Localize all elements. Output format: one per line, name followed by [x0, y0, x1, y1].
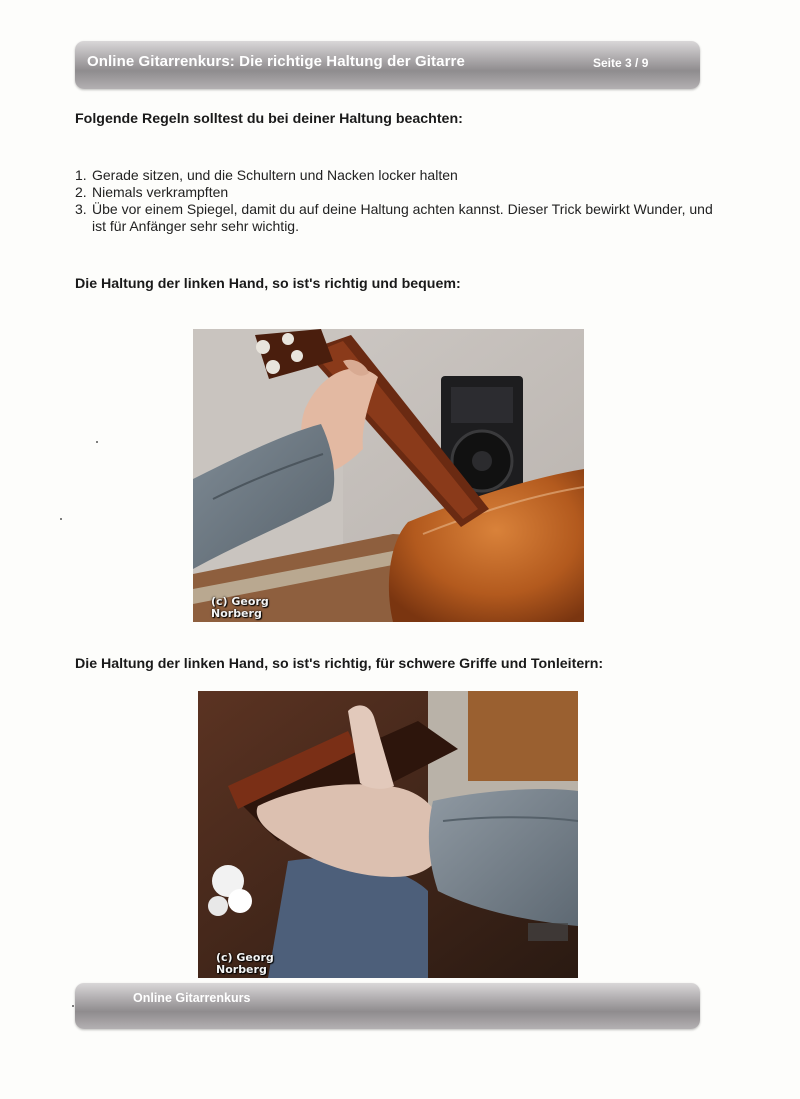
- footer-label: Online Gitarrenkurs: [133, 991, 251, 1005]
- rule-text: Übe vor einem Spiegel, damit du auf deine Haltung achten kannst. Dieser Trick bewirkt Wunder, und ist für Anfänger sehr sehr wichtig.: [92, 201, 713, 234]
- rule-number: 1.: [75, 167, 87, 183]
- page-indicator: Seite 3 / 9: [593, 56, 649, 70]
- guitar-closeup-illustration: [198, 691, 578, 978]
- scan-speck: [60, 518, 62, 520]
- photo-credit: [216, 952, 274, 976]
- guitar-photo-illustration: [193, 329, 584, 622]
- scan-speck: [96, 441, 98, 443]
- rule-item: [75, 167, 715, 184]
- rule-number: 3.: [75, 201, 87, 217]
- rules-heading: Folgende Regeln solltest du bei deiner Haltung beachten:: [75, 111, 463, 127]
- header-bar: [75, 41, 700, 89]
- photo-credit-line: (c) Georg: [216, 951, 274, 964]
- footer-bar: [75, 983, 700, 1029]
- rule-item: [75, 201, 715, 235]
- left-hand-difficult-heading: Die Haltung der linken Hand, so ist's richtig, für schwere Griffe und Tonleitern:: [75, 656, 604, 672]
- scan-speck: [72, 1005, 74, 1007]
- photo-credit: [211, 596, 269, 620]
- rule-item: [75, 184, 715, 201]
- rule-text: Niemals verkrampften: [92, 184, 229, 200]
- photo-credit-line: Norberg: [216, 963, 267, 976]
- left-hand-heading: Die Haltung der linken Hand, so ist's richtig und bequem:: [75, 276, 461, 292]
- page-title: Online Gitarrenkurs: Die richtige Haltung der Gitarre: [87, 53, 465, 70]
- left-hand-difficult-photo: [198, 691, 578, 978]
- photo-credit-line: Norberg: [211, 607, 262, 620]
- rule-text: Gerade sitzen, und die Schultern und Nacken locker halten: [92, 167, 458, 183]
- photo-credit-line: (c) Georg: [211, 595, 269, 608]
- rule-number: 2.: [75, 184, 87, 200]
- rules-list: [75, 167, 715, 235]
- left-hand-photo: [193, 329, 584, 622]
